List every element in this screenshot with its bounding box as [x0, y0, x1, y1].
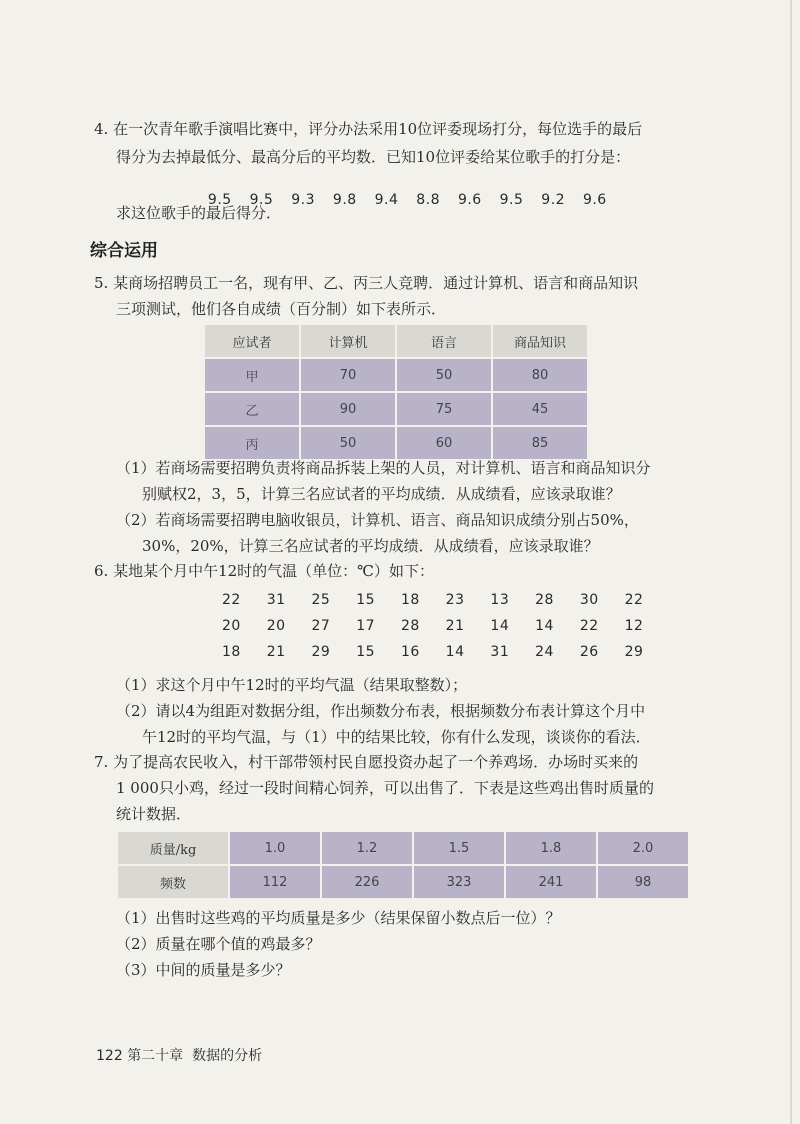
table-cell: 乙 [205, 393, 301, 427]
table-header-cell: 应试者 [205, 325, 301, 359]
table-header-cell: 语言 [397, 325, 493, 359]
table-cell: 80 [493, 359, 589, 393]
temperature-value: 24 [535, 644, 554, 660]
problem-7-line-1: 7. 为了提高农民收入，村干部带领村民自愿投资办起了一个养鸡场．办场时买来的 [94, 753, 639, 771]
table-cell: 323 [414, 866, 506, 900]
table-cell: 226 [322, 866, 414, 900]
temperature-value: 21 [266, 644, 286, 660]
score-value: 9.4 [374, 192, 399, 208]
temperature-row [222, 618, 643, 634]
temperature-row [222, 644, 643, 660]
problem-5-line-2: 三项测试，他们各自成绩（百分制）如下表所示． [116, 300, 447, 318]
candidate-score-table [205, 325, 589, 461]
table-row [205, 359, 589, 393]
problem-6-q2-line-1: （2）请以4为组距对数据分组，作出频数分布表，根据频数分布表计算这个月中 [116, 702, 646, 720]
temperature-value: 29 [311, 644, 331, 660]
table-cell: 241 [506, 866, 598, 900]
score-value: 9.6 [582, 192, 607, 208]
problem-6-line-1: 6. 某地某个月中午12时的气温（单位：℃）如下： [94, 562, 434, 580]
table-cell: 90 [301, 393, 397, 427]
table-cell: 1.0 [230, 832, 322, 866]
table-cell: 98 [598, 866, 690, 900]
page-number: 122 [96, 1048, 123, 1064]
table-cell: 75 [397, 393, 493, 427]
problem-4-line-1: 4. 在一次青年歌手演唱比赛中，评分办法采用10位评委现场打分，每位选手的最后 [94, 120, 643, 138]
temperature-value: 31 [490, 644, 510, 660]
temperature-value: 25 [311, 592, 331, 608]
temperature-value: 27 [311, 618, 331, 634]
temperature-value: 30 [579, 592, 599, 608]
problem-6-q1: （1）求这个月中午12时的平均气温（结果取整数）； [116, 676, 468, 694]
table-cell: 丙 [205, 427, 301, 461]
temperature-value: 20 [222, 618, 241, 634]
table-header-row [205, 325, 589, 359]
problem-4-line-3: 求这位歌手的最后得分． [116, 204, 282, 222]
table-cell: 1.5 [414, 832, 506, 866]
table-cell: 50 [397, 359, 493, 393]
table-cell: 60 [397, 427, 493, 461]
table-row-label: 频数 [118, 866, 230, 900]
score-value: 9.3 [291, 192, 316, 208]
problem-4-line-2: 得分为去掉最低分、最高分后的平均数．已知10位评委给某位歌手的打分是： [116, 148, 631, 166]
table-row [205, 393, 589, 427]
problem-7-line-3: 统计数据． [116, 805, 192, 823]
temperature-value: 26 [579, 644, 599, 660]
score-value: 9.6 [457, 192, 482, 208]
temperature-value: 15 [356, 592, 376, 608]
temperature-value: 22 [222, 592, 241, 608]
table-cell: 甲 [205, 359, 301, 393]
table-cell: 70 [301, 359, 397, 393]
table-cell: 1.8 [506, 832, 598, 866]
temperature-value: 31 [266, 592, 286, 608]
score-value: 9.8 [332, 192, 357, 208]
chapter-label: 第二十章 [127, 1048, 184, 1064]
chicken-mass-table [118, 832, 690, 900]
score-value: 8.8 [416, 192, 441, 208]
temperature-value: 13 [490, 592, 510, 608]
table-header-cell: 商品知识 [493, 325, 589, 359]
table-row [205, 427, 589, 461]
temperature-value: 17 [356, 618, 376, 634]
temperature-value: 18 [222, 644, 241, 660]
temperature-value: 12 [624, 618, 644, 634]
problem-7-q2: （2）质量在哪个值的鸡最多？ [116, 935, 321, 953]
problem-7-q3: （3）中间的质量是多少？ [116, 961, 291, 979]
temperature-value: 28 [400, 618, 420, 634]
problem-5-line-1: 5. 某商场招聘员工一名，现有甲、乙、丙三人竞聘．通过计算机、语言和商品知识 [94, 274, 639, 292]
chapter-title: 数据的分析 [192, 1048, 263, 1064]
temperature-value: 21 [445, 618, 465, 634]
table-row-label: 质量/kg [118, 832, 230, 866]
problem-5-q2-line-1: （2）若商场需要招聘电脑收银员，计算机、语言、商品知识成绩分别占50%， [116, 511, 639, 529]
temperature-value: 22 [624, 592, 644, 608]
table-cell: 50 [301, 427, 397, 461]
temperature-value: 15 [356, 644, 376, 660]
table-cell: 45 [493, 393, 589, 427]
problem-5-q1-line-2: 别赋权2，3，5，计算三名应试者的平均成绩．从成绩看，应该录取谁？ [142, 485, 621, 503]
temperature-value: 23 [445, 592, 465, 608]
table-cell: 85 [493, 427, 589, 461]
score-value: 9.5 [249, 192, 274, 208]
problem-6-q2-line-2: 午12时的平均气温，与（1）中的结果比较，你有什么发现，谈谈你的看法． [142, 728, 651, 746]
section-heading: 综合运用 [90, 241, 158, 261]
problem-7-q1: （1）出售时这些鸡的平均质量是多少（结果保留小数点后一位）？ [116, 909, 561, 927]
temperature-row [222, 592, 643, 608]
table-cell: 2.0 [598, 832, 690, 866]
table-row [118, 832, 690, 866]
score-value: 9.5 [499, 192, 524, 208]
problem-5-q2-line-2: 30%，20%，计算三名应试者的平均成绩．从成绩看，应该录取谁？ [142, 537, 599, 555]
table-row [118, 866, 690, 900]
temperature-value: 22 [579, 618, 599, 634]
temperature-value: 14 [445, 644, 465, 660]
problem-7-line-2: 1 000只小鸡，经过一段时间精心饲养，可以出售了．下表是这些鸡出售时质量的 [116, 779, 654, 797]
table-header-cell: 计算机 [301, 325, 397, 359]
score-value: 9.5 [207, 192, 232, 208]
score-value: 9.2 [541, 192, 566, 208]
temperature-value: 14 [490, 618, 510, 634]
page-edge [790, 0, 792, 1124]
table-cell: 1.2 [322, 832, 414, 866]
temperature-value: 29 [624, 644, 644, 660]
problem-5-q1-line-1: （1）若商场需要招聘负责将商品拆装上架的人员，对计算机、语言和商品知识分 [116, 459, 651, 477]
temperature-value: 18 [400, 592, 420, 608]
temperature-value: 16 [400, 644, 420, 660]
temperature-value: 20 [266, 618, 286, 634]
temperature-value: 14 [535, 618, 554, 634]
table-cell: 112 [230, 866, 322, 900]
temperature-value: 28 [535, 592, 554, 608]
page-footer [96, 1045, 262, 1065]
